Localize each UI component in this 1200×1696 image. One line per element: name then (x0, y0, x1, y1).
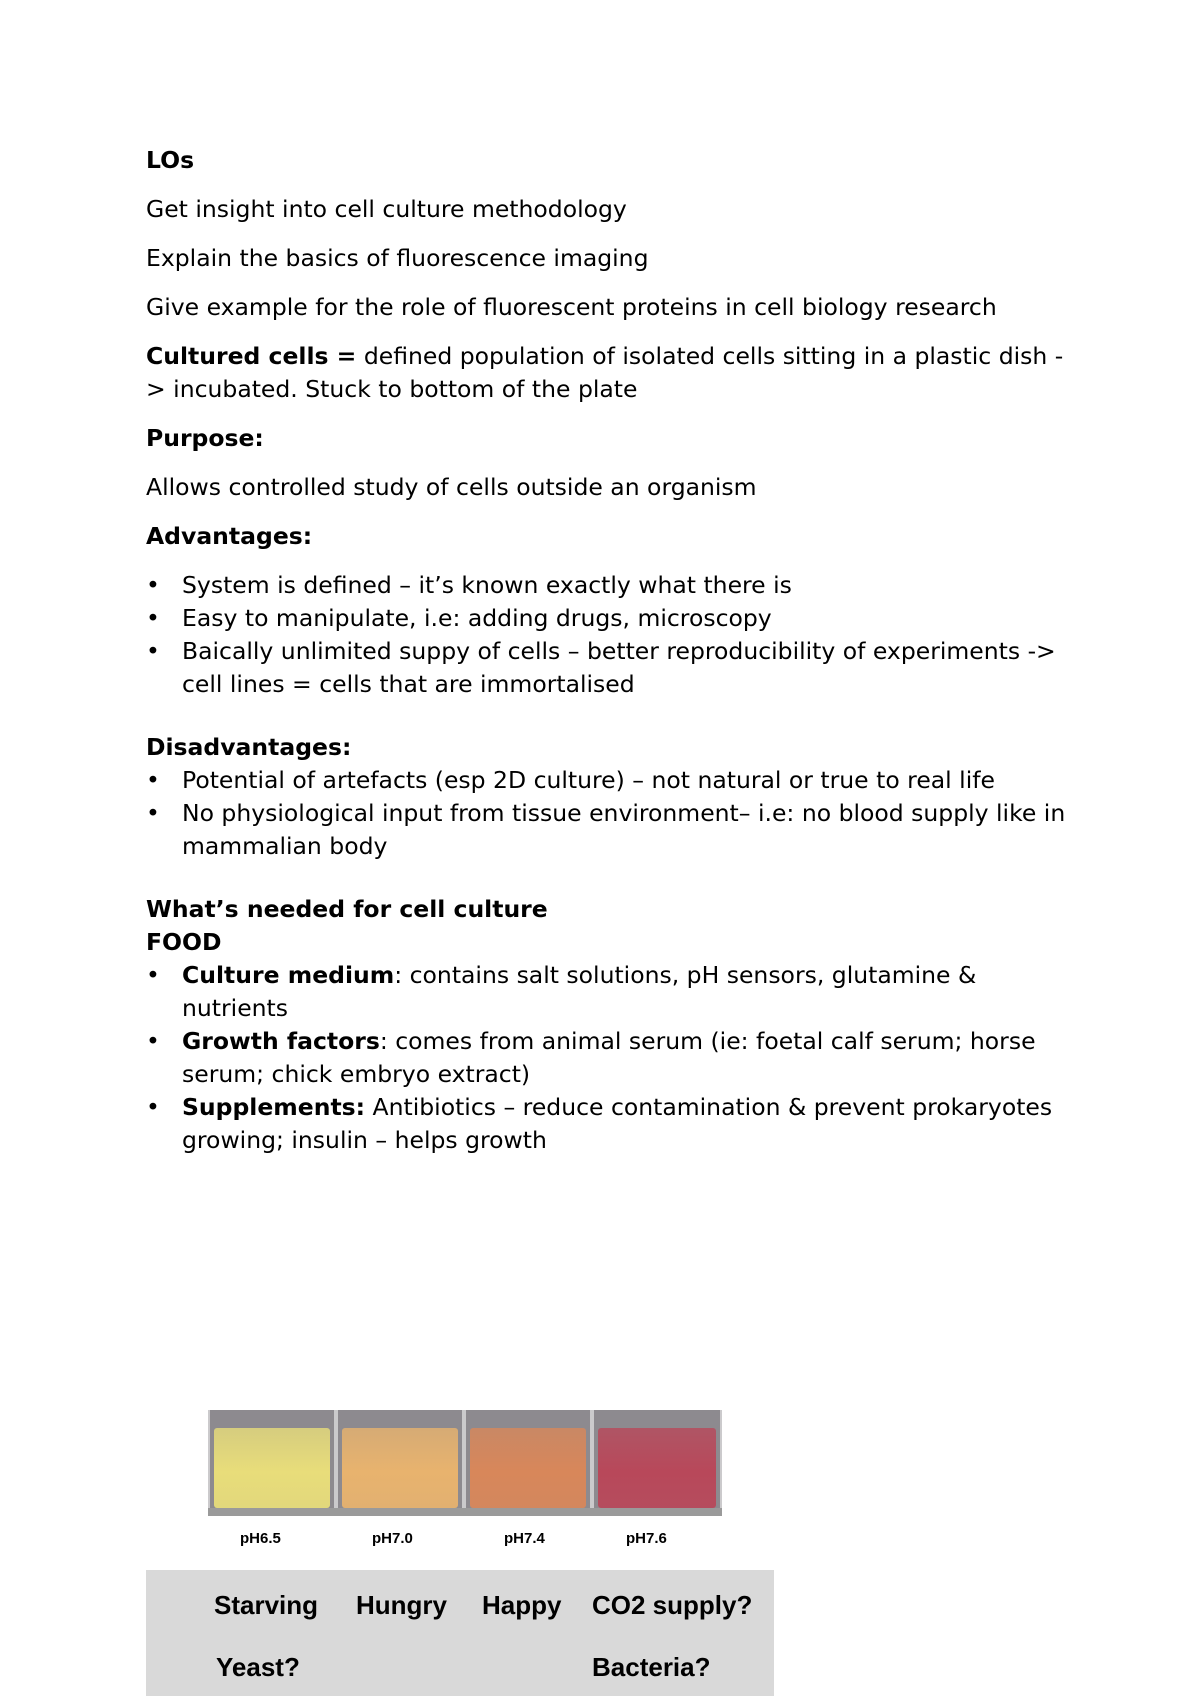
cultured-cells-term: Cultured cells = (146, 342, 357, 370)
list-item: • Baically unlimited suppy of cells – better reproducibility of experiments -> cell lines = cells that are immortalised (146, 635, 1076, 701)
advantages-heading: Advantages: (146, 522, 313, 550)
state-label: Starving (214, 1590, 319, 1620)
ph-indicator-figure (146, 1410, 774, 1696)
jar (592, 1410, 722, 1516)
culture-jars-photo (208, 1410, 722, 1516)
ph-state-table (146, 1570, 774, 1696)
list-item: • Supplements: Antibiotics – reduce contamination & prevent prokaryotes growing; insulin – helps growth (146, 1091, 1076, 1157)
disadvantages-list (146, 764, 1076, 863)
ph-label: pH7.4 (504, 1530, 545, 1547)
ph-label: pH6.5 (240, 1530, 281, 1547)
lo-item: Give example for the role of fluorescent proteins in cell biology research (146, 293, 997, 321)
ph-label: pH7.6 (626, 1530, 667, 1547)
jar (208, 1410, 336, 1516)
purpose-text: Allows controlled study of cells outside an organism (146, 473, 757, 501)
organism-label: Bacteria? (592, 1652, 711, 1682)
state-label: Happy (482, 1590, 562, 1620)
los-heading: LOs (146, 146, 195, 174)
list-item: • Culture medium: contains salt solutions, pH sensors, glutamine & nutrients (146, 959, 1076, 1025)
food-subheading: FOOD (146, 928, 222, 956)
ph-labels (208, 1530, 722, 1552)
purpose-heading: Purpose: (146, 424, 264, 452)
advantages-list (146, 569, 1076, 701)
notes-body (146, 144, 1076, 1173)
cultured-cells-definition (146, 340, 1076, 406)
list-item: • Growth factors: comes from animal serum (ie: foetal calf serum; horse serum; chick embryo extract) (146, 1025, 1076, 1091)
list-item: • System is defined – it’s known exactly what there is (146, 569, 1076, 602)
ph-label: pH7.0 (372, 1530, 413, 1547)
cultured-cells-text: defined population of isolated cells sitting in a plastic dish -> incubated. Stuck to bottom of the plate (146, 342, 1064, 403)
needed-heading: What’s needed for cell culture (146, 895, 548, 923)
needed-list (146, 959, 1076, 1157)
lo-item: Get insight into cell culture methodology (146, 195, 627, 223)
list-item: • Potential of artefacts (esp 2D culture) – not natural or true to real life (146, 764, 1076, 797)
organism-label: Yeast? (216, 1652, 300, 1682)
disadvantages-heading: Disadvantages: (146, 733, 352, 761)
jar (464, 1410, 592, 1516)
list-item: • Easy to manipulate, i.e: adding drugs, microscopy (146, 602, 1076, 635)
jar (336, 1410, 464, 1516)
state-label: CO2 supply? (592, 1590, 753, 1620)
state-label: Hungry (356, 1590, 447, 1620)
lo-item: Explain the basics of fluorescence imaging (146, 244, 649, 272)
list-item: • No physiological input from tissue environment– i.e: no blood supply like in mammalian body (146, 797, 1076, 863)
